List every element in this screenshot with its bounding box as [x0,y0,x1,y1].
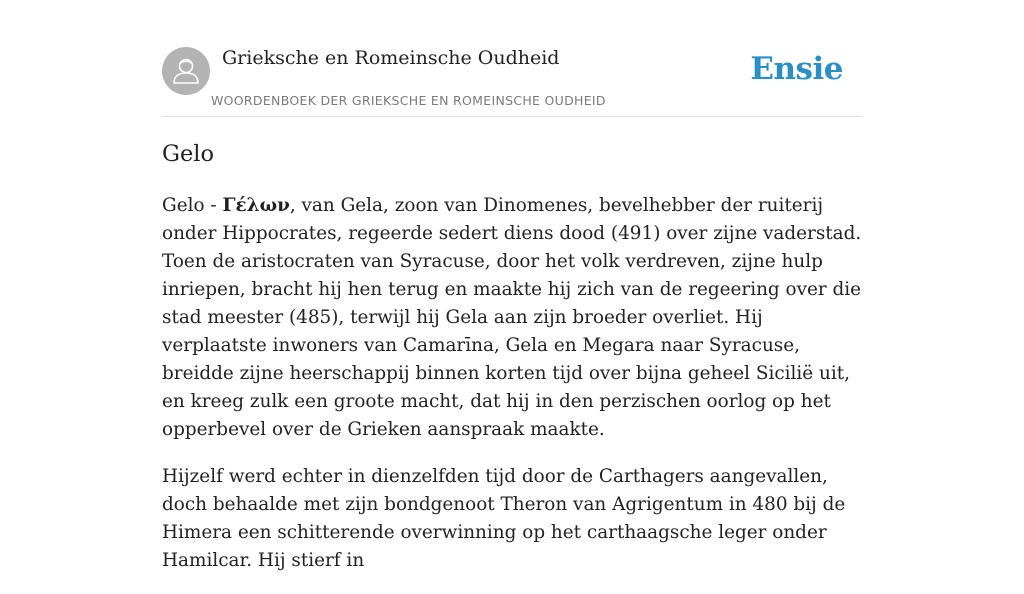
avatar[interactable] [162,47,210,95]
entry-paragraph-text: , van Gela, zoon van Dinomenes, bevelhebber der ruiterij onder Hippocrates, regeerde sedert diens dood (491) over zijne vaderstad. Toen de aristocraten van Syracuse, door het volk verdreven, zijne hulp inriepen, bracht hij hen terug en maakte hij zich van de regeering over die stad meester (485), terwijl hij Gela aan zijn broeder overliet. Hij verplaatste inwoners van Camarīna, Gela en Megara naar Syracuse, breidde zijne heerschappij binnen korten tijd over bijna geheel Sicilië uit, en kreeg zulk een groote macht, dat hij in den perzischen oorlog op het opperbevel over de Grieken aanspraak maakte. [162,195,862,440]
book-subtitle: WOORDENBOEK DER GRIEKSCHE EN ROMEINSCHE OUDHEID [211,93,606,108]
header [162,0,862,117]
entry-body [162,192,868,594]
entry-paragraph [162,192,868,444]
book-title[interactable]: Grieksche en Romeinsche Oudheid [222,47,560,69]
user-silhouette-icon [162,47,210,95]
page [162,0,862,571]
entry-title: Gelo [162,141,215,167]
greek-term: Γέλων [222,195,290,216]
entry-paragraph: Hijzelf werd echter in dienzelfden tijd door de Carthagers aangevallen, doch behaalde met zijn bondgenoot Theron van Agrigentum in 480 bij de Himera een schitterende overwinning op het carthaagsche leger onder Hamilcar. Hij stierf in [162,466,846,571]
entry-lead: Gelo - [162,195,223,216]
ensie-logo[interactable]: Ensie [750,51,843,87]
